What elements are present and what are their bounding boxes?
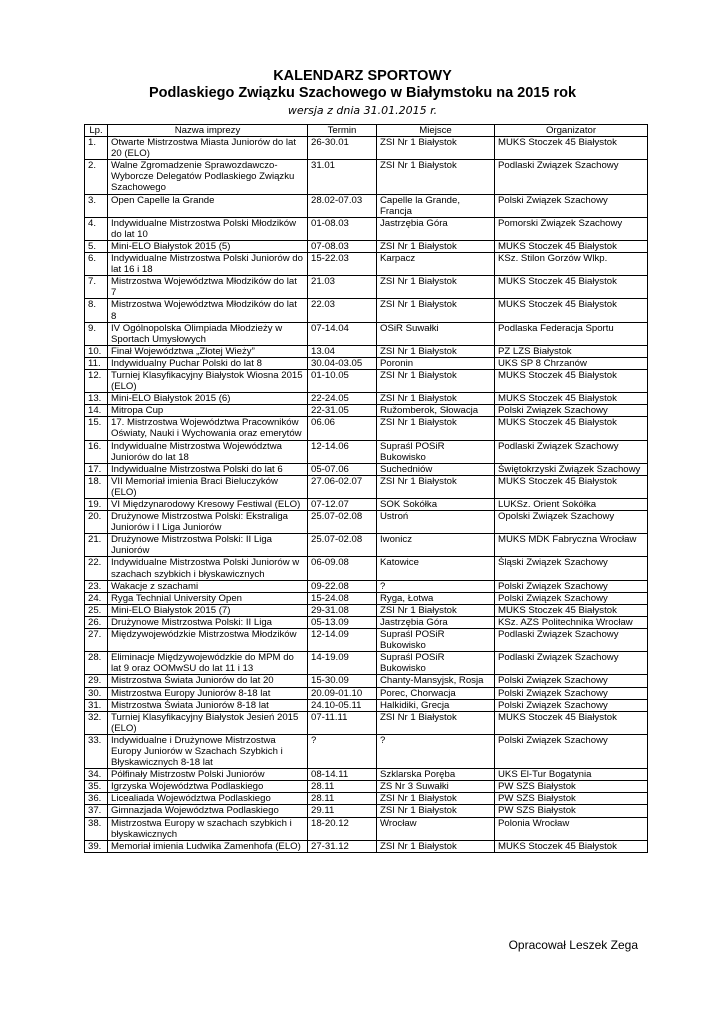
table-row	[85, 357, 648, 369]
cell-lp: 17.	[85, 463, 108, 475]
table-row	[85, 417, 648, 440]
cell-organizer: Polski Związek Szachowy	[495, 580, 648, 592]
table-row	[85, 511, 648, 534]
cell-event-name: Ryga Technial University Open	[108, 592, 308, 604]
cell-event-name: Indywidualne Mistrzostwa Województwa Juniorów do lat 18	[108, 440, 308, 463]
cell-place: ZSI Nr 1 Białystok	[377, 805, 495, 817]
cell-date: 30.04-03.05	[308, 357, 377, 369]
cell-date: 07-11.11	[308, 711, 377, 734]
cell-date: 18-20.12	[308, 817, 377, 840]
cell-organizer: PW SZS Białystok	[495, 793, 648, 805]
cell-organizer: PW SZS Białystok	[495, 781, 648, 793]
cell-event-name: Indywidualne Mistrzostwa Polski Młodzików do lat 10	[108, 217, 308, 240]
cell-date: 05-13.09	[308, 616, 377, 628]
cell-event-name: Mini-ELO Białystok 2015 (7)	[108, 604, 308, 616]
cell-organizer: MUKS Stoczek 45 Białystok	[495, 711, 648, 734]
cell-place: Szklarska Poręba	[377, 769, 495, 781]
cell-date: 05-07.06	[308, 463, 377, 475]
cell-date: 13.04	[308, 345, 377, 357]
cell-place: ZSI Nr 1 Białystok	[377, 299, 495, 322]
cell-lp: 11.	[85, 357, 108, 369]
column-header-organizer: Organizator	[495, 125, 648, 137]
cell-place: Suchedniów	[377, 463, 495, 475]
cell-organizer: Polski Związek Szachowy	[495, 734, 648, 768]
cell-event-name: Memoriał imienia Ludwika Zamenhofa (ELO)	[108, 840, 308, 852]
cell-event-name: Gimnazjada Województwa Podlaskiego	[108, 805, 308, 817]
cell-place: Supraśl POSiR Bukowisko	[377, 629, 495, 652]
cell-organizer: PZ LZS Białystok	[495, 345, 648, 357]
cell-organizer: Podlaski Związek Szachowy	[495, 629, 648, 652]
table-row	[85, 675, 648, 687]
cell-date: 07-12.07	[308, 499, 377, 511]
cell-lp: 24.	[85, 592, 108, 604]
cell-place: Supraśl POSiR Bukowisko	[377, 440, 495, 463]
cell-place: Katowice	[377, 557, 495, 580]
table-row	[85, 440, 648, 463]
cell-date: 22.03	[308, 299, 377, 322]
cell-place: ZSI Nr 1 Białystok	[377, 160, 495, 194]
cell-date: 31.01	[308, 160, 377, 194]
cell-organizer: Polski Związek Szachowy	[495, 687, 648, 699]
cell-place: Iwonicz	[377, 534, 495, 557]
cell-lp: 2.	[85, 160, 108, 194]
cell-event-name: Drużynowe Mistrzostwa Polski: II Liga	[108, 616, 308, 628]
cell-organizer: Śląski Związek Szachowy	[495, 557, 648, 580]
cell-place: ZSI Nr 1 Białystok	[377, 840, 495, 852]
calendar-table	[84, 124, 648, 853]
cell-place: ZSI Nr 1 Białystok	[377, 417, 495, 440]
cell-organizer: MUKS Stoczek 45 Białystok	[495, 276, 648, 299]
cell-place: OSiR Suwałki	[377, 322, 495, 345]
cell-place: Ružomberok, Słowacja	[377, 405, 495, 417]
cell-organizer: LUKSz. Orient Sokółka	[495, 499, 648, 511]
cell-place: ZSI Nr 1 Białystok	[377, 711, 495, 734]
cell-event-name: Otwarte Mistrzostwa Miasta Juniorów do lat 20 (ELO)	[108, 137, 308, 160]
cell-place: ZSI Nr 1 Białystok	[377, 137, 495, 160]
cell-lp: 38.	[85, 817, 108, 840]
cell-event-name: Mistrzostwa Europy Juniorów 8-18 lat	[108, 687, 308, 699]
table-row	[85, 711, 648, 734]
cell-date: 06-09.08	[308, 557, 377, 580]
cell-organizer: Polski Związek Szachowy	[495, 675, 648, 687]
cell-organizer: KSz. AZS Politechnika Wrocław	[495, 616, 648, 628]
cell-lp: 32.	[85, 711, 108, 734]
cell-lp: 3.	[85, 194, 108, 217]
table-row	[85, 322, 648, 345]
cell-organizer: Pomorski Związek Szachowy	[495, 217, 648, 240]
cell-place: SOK Sokółka	[377, 499, 495, 511]
cell-event-name: Mistrzostwa Świata Juniorów 8-18 lat	[108, 699, 308, 711]
cell-event-name: Mistrzostwa Województwa Młodzików do lat 7	[108, 276, 308, 299]
table-row	[85, 592, 648, 604]
column-header-place: Miejsce	[377, 125, 495, 137]
cell-event-name: Indywidualny Puchar Polski do lat 8	[108, 357, 308, 369]
table-row	[85, 137, 648, 160]
cell-lp: 37.	[85, 805, 108, 817]
cell-event-name: Turniej Klasyfikacyjny Białystok Jesień 2015 (ELO)	[108, 711, 308, 734]
cell-date: 07-14.04	[308, 322, 377, 345]
table-row	[85, 194, 648, 217]
cell-event-name: Międzywojewódzkie Mistrzostwa Młodzików	[108, 629, 308, 652]
cell-place: ZSI Nr 1 Białystok	[377, 276, 495, 299]
cell-event-name: Open Capelle la Grande	[108, 194, 308, 217]
cell-place: ZSI Nr 1 Białystok	[377, 345, 495, 357]
cell-organizer: MUKS Stoczek 45 Białystok	[495, 240, 648, 252]
document-author: Opracował Leszek Zega	[508, 938, 638, 952]
table-row	[85, 475, 648, 498]
cell-lp: 36.	[85, 793, 108, 805]
cell-event-name: Mistrzostwa Województwa Młodzików do lat 8	[108, 299, 308, 322]
cell-organizer: Polski Związek Szachowy	[495, 699, 648, 711]
cell-organizer: UKS El-Tur Bogatynia	[495, 769, 648, 781]
cell-event-name: Turniej Klasyfikacyjny Białystok Wiosna 2015 (ELO)	[108, 369, 308, 392]
cell-date: 08-14.11	[308, 769, 377, 781]
cell-event-name: Mistrzostwa Europy w szachach szybkich i błyskawicznych	[108, 817, 308, 840]
cell-date: 21.03	[308, 276, 377, 299]
table-row	[85, 240, 648, 252]
cell-event-name: Wakacje z szachami	[108, 580, 308, 592]
table-row	[85, 557, 648, 580]
table-row	[85, 253, 648, 276]
cell-organizer: Polski Związek Szachowy	[495, 194, 648, 217]
cell-date: 28.11	[308, 793, 377, 805]
cell-lp: 19.	[85, 499, 108, 511]
cell-place: ZSI Nr 1 Białystok	[377, 369, 495, 392]
cell-organizer: MUKS Stoczek 45 Białystok	[495, 475, 648, 498]
cell-date: 07-08.03	[308, 240, 377, 252]
cell-lp: 14.	[85, 405, 108, 417]
cell-place: Jastrzębia Góra	[377, 217, 495, 240]
cell-event-name: IV Ogólnopolska Olimpiada Młodzieży w Sportach Umysłowych	[108, 322, 308, 345]
cell-lp: 18.	[85, 475, 108, 498]
cell-lp: 10.	[85, 345, 108, 357]
cell-lp: 25.	[85, 604, 108, 616]
cell-place: Capelle la Grande, Francja	[377, 194, 495, 217]
cell-lp: 21.	[85, 534, 108, 557]
document-subtitle: Podlaskiego Związku Szachowego w Białymstoku na 2015 rok	[148, 85, 577, 101]
cell-date: 12-14.06	[308, 440, 377, 463]
document-title: KALENDARZ SPORTOWY	[273, 68, 452, 84]
cell-organizer: MUKS Stoczek 45 Białystok	[495, 299, 648, 322]
cell-event-name: Półfinały Mistrzostw Polski Juniorów	[108, 769, 308, 781]
cell-lp: 28.	[85, 652, 108, 675]
cell-lp: 16.	[85, 440, 108, 463]
cell-lp: 15.	[85, 417, 108, 440]
cell-place: Supraśl POSiR Bukowisko	[377, 652, 495, 675]
cell-date: 15-22.03	[308, 253, 377, 276]
cell-place: ZSI Nr 1 Białystok	[377, 240, 495, 252]
cell-place: ZSI Nr 1 Białystok	[377, 793, 495, 805]
table-row	[85, 734, 648, 768]
cell-organizer: Polonia Wrocław	[495, 817, 648, 840]
table-row	[85, 699, 648, 711]
cell-place: ?	[377, 580, 495, 592]
cell-event-name: Drużynowe Mistrzostwa Polski: II Liga Juniorów	[108, 534, 308, 557]
cell-event-name: VII Memoriał imienia Braci Bieluczyków (ELO)	[108, 475, 308, 498]
table-header-row	[85, 125, 648, 137]
cell-lp: 26.	[85, 616, 108, 628]
cell-date: 27-31.12	[308, 840, 377, 852]
cell-lp: 31.	[85, 699, 108, 711]
cell-date: 01-10.05	[308, 369, 377, 392]
table-row	[85, 534, 648, 557]
cell-event-name: VI Międzynarodowy Kresowy Festiwal (ELO)	[108, 499, 308, 511]
cell-date: 15-24.08	[308, 592, 377, 604]
document-version: wersja z dnia 31.01.2015 r.	[287, 104, 438, 117]
table-row	[85, 345, 648, 357]
cell-event-name: Finał Województwa „Złotej Wieży”	[108, 345, 308, 357]
cell-place: Halkidiki, Grecja	[377, 699, 495, 711]
cell-date: 27.06-02.07	[308, 475, 377, 498]
cell-lp: 13.	[85, 393, 108, 405]
cell-organizer: PW SZS Białystok	[495, 805, 648, 817]
cell-organizer: Podlaski Związek Szachowy	[495, 440, 648, 463]
cell-event-name: Indywidualne Mistrzostwa Polski Juniorów w szachach szybkich i błyskawicznych	[108, 557, 308, 580]
cell-organizer: Podlaski Związek Szachowy	[495, 160, 648, 194]
cell-lp: 9.	[85, 322, 108, 345]
cell-lp: 12.	[85, 369, 108, 392]
cell-date: 25.07-02.08	[308, 511, 377, 534]
cell-event-name: Licealiada Województwa Podlaskiego	[108, 793, 308, 805]
cell-organizer: UKS SP 8 Chrzanów	[495, 357, 648, 369]
table-row	[85, 616, 648, 628]
cell-place: Poronin	[377, 357, 495, 369]
cell-organizer: MUKS MDK Fabryczna Wrocław	[495, 534, 648, 557]
table-row	[85, 805, 648, 817]
table-row	[85, 463, 648, 475]
table-row	[85, 499, 648, 511]
table-row	[85, 405, 648, 417]
table-row	[85, 817, 648, 840]
cell-date: ?	[308, 734, 377, 768]
cell-date: 15-30.09	[308, 675, 377, 687]
cell-lp: 8.	[85, 299, 108, 322]
table-row	[85, 652, 648, 675]
cell-lp: 34.	[85, 769, 108, 781]
table-row	[85, 604, 648, 616]
cell-place: Karpacz	[377, 253, 495, 276]
cell-event-name: Indywidualne i Drużynowe Mistrzostwa Europy Juniorów w Szachach Szybkich i Błyskawicznych 8-18 lat	[108, 734, 308, 768]
table-row	[85, 393, 648, 405]
cell-date: 29.11	[308, 805, 377, 817]
cell-lp: 29.	[85, 675, 108, 687]
cell-event-name: Mini-ELO Białystok 2015 (5)	[108, 240, 308, 252]
cell-date: 28.11	[308, 781, 377, 793]
table-row	[85, 369, 648, 392]
cell-place: ZSI Nr 1 Białystok	[377, 393, 495, 405]
cell-event-name: Eliminacje Międzywojewódzkie do MPM do lat 9 oraz OOMwSU do lat 11 i 13	[108, 652, 308, 675]
cell-lp: 22.	[85, 557, 108, 580]
cell-date: 24.10-05.11	[308, 699, 377, 711]
cell-lp: 39.	[85, 840, 108, 852]
cell-event-name: Indywidualne Mistrzostwa Polski Juniorów do lat 16 i 18	[108, 253, 308, 276]
cell-lp: 6.	[85, 253, 108, 276]
cell-event-name: Igrzyska Województwa Podlaskiego	[108, 781, 308, 793]
table-row	[85, 580, 648, 592]
cell-lp: 33.	[85, 734, 108, 768]
cell-organizer: Podlaski Związek Szachowy	[495, 652, 648, 675]
cell-place: ZSI Nr 1 Białystok	[377, 475, 495, 498]
cell-lp: 4.	[85, 217, 108, 240]
cell-lp: 27.	[85, 629, 108, 652]
column-header-date: Termin	[308, 125, 377, 137]
cell-place: ZS Nr 3 Suwałki	[377, 781, 495, 793]
cell-organizer: MUKS Stoczek 45 Białystok	[495, 604, 648, 616]
cell-event-name: Indywidualne Mistrzostwa Polski do lat 6	[108, 463, 308, 475]
table-row	[85, 687, 648, 699]
table-row	[85, 276, 648, 299]
cell-place: Chanty-Mansyjsk, Rosja	[377, 675, 495, 687]
table-row	[85, 769, 648, 781]
cell-lp: 5.	[85, 240, 108, 252]
cell-place: Ryga, Łotwa	[377, 592, 495, 604]
cell-event-name: Mini-ELO Białystok 2015 (6)	[108, 393, 308, 405]
cell-event-name: Walne Zgromadzenie Sprawozdawczo-Wyborcze Delegatów Podlaskiego Związku Szachowego	[108, 160, 308, 194]
cell-date: 09-22.08	[308, 580, 377, 592]
cell-event-name: Drużynowe Mistrzostwa Polski: Ekstraliga Juniorów i I Liga Juniorów	[108, 511, 308, 534]
table-row	[85, 781, 648, 793]
cell-event-name: Mistrzostwa Świata Juniorów do lat 20	[108, 675, 308, 687]
cell-lp: 7.	[85, 276, 108, 299]
cell-organizer: Opolski Związek Szachowy	[495, 511, 648, 534]
table-row	[85, 160, 648, 194]
cell-organizer: MUKS Stoczek 45 Białystok	[495, 417, 648, 440]
table-row	[85, 217, 648, 240]
cell-lp: 35.	[85, 781, 108, 793]
table-row	[85, 793, 648, 805]
cell-date: 22-24.05	[308, 393, 377, 405]
cell-place: Porec, Chorwacja	[377, 687, 495, 699]
cell-place: Jastrzębia Góra	[377, 616, 495, 628]
cell-place: Wrocław	[377, 817, 495, 840]
cell-date: 01-08.03	[308, 217, 377, 240]
cell-organizer: Podlaska Federacja Sportu	[495, 322, 648, 345]
cell-date: 14-19.09	[308, 652, 377, 675]
cell-lp: 20.	[85, 511, 108, 534]
cell-event-name: 17. Mistrzostwa Województwa Pracowników Oświaty, Nauki i Wychowania oraz emerytów	[108, 417, 308, 440]
cell-date: 26-30.01	[308, 137, 377, 160]
cell-organizer: MUKS Stoczek 45 Białystok	[495, 369, 648, 392]
cell-date: 25.07-02.08	[308, 534, 377, 557]
table-row	[85, 629, 648, 652]
table-row	[85, 299, 648, 322]
column-header-name: Nazwa imprezy	[108, 125, 308, 137]
cell-organizer: Polski Związek Szachowy	[495, 592, 648, 604]
cell-event-name: Mitropa Cup	[108, 405, 308, 417]
cell-organizer: MUKS Stoczek 45 Białystok	[495, 840, 648, 852]
cell-place: ?	[377, 734, 495, 768]
cell-organizer: KSz. Stilon Gorzów Wlkp.	[495, 253, 648, 276]
cell-lp: 1.	[85, 137, 108, 160]
table-row	[85, 840, 648, 852]
cell-date: 28.02-07.03	[308, 194, 377, 217]
cell-date: 22-31.05	[308, 405, 377, 417]
cell-date: 29-31.08	[308, 604, 377, 616]
cell-place: Ustroń	[377, 511, 495, 534]
cell-date: 20.09-01.10	[308, 687, 377, 699]
cell-lp: 23.	[85, 580, 108, 592]
cell-date: 12-14.09	[308, 629, 377, 652]
cell-organizer: Świętokrzyski Związek Szachowy	[495, 463, 648, 475]
column-header-lp: Lp.	[85, 125, 108, 137]
cell-organizer: MUKS Stoczek 45 Białystok	[495, 393, 648, 405]
cell-date: 06.06	[308, 417, 377, 440]
cell-organizer: MUKS Stoczek 45 Białystok	[495, 137, 648, 160]
cell-lp: 30.	[85, 687, 108, 699]
cell-place: ZSI Nr 1 Białystok	[377, 604, 495, 616]
cell-organizer: Polski Związek Szachowy	[495, 405, 648, 417]
